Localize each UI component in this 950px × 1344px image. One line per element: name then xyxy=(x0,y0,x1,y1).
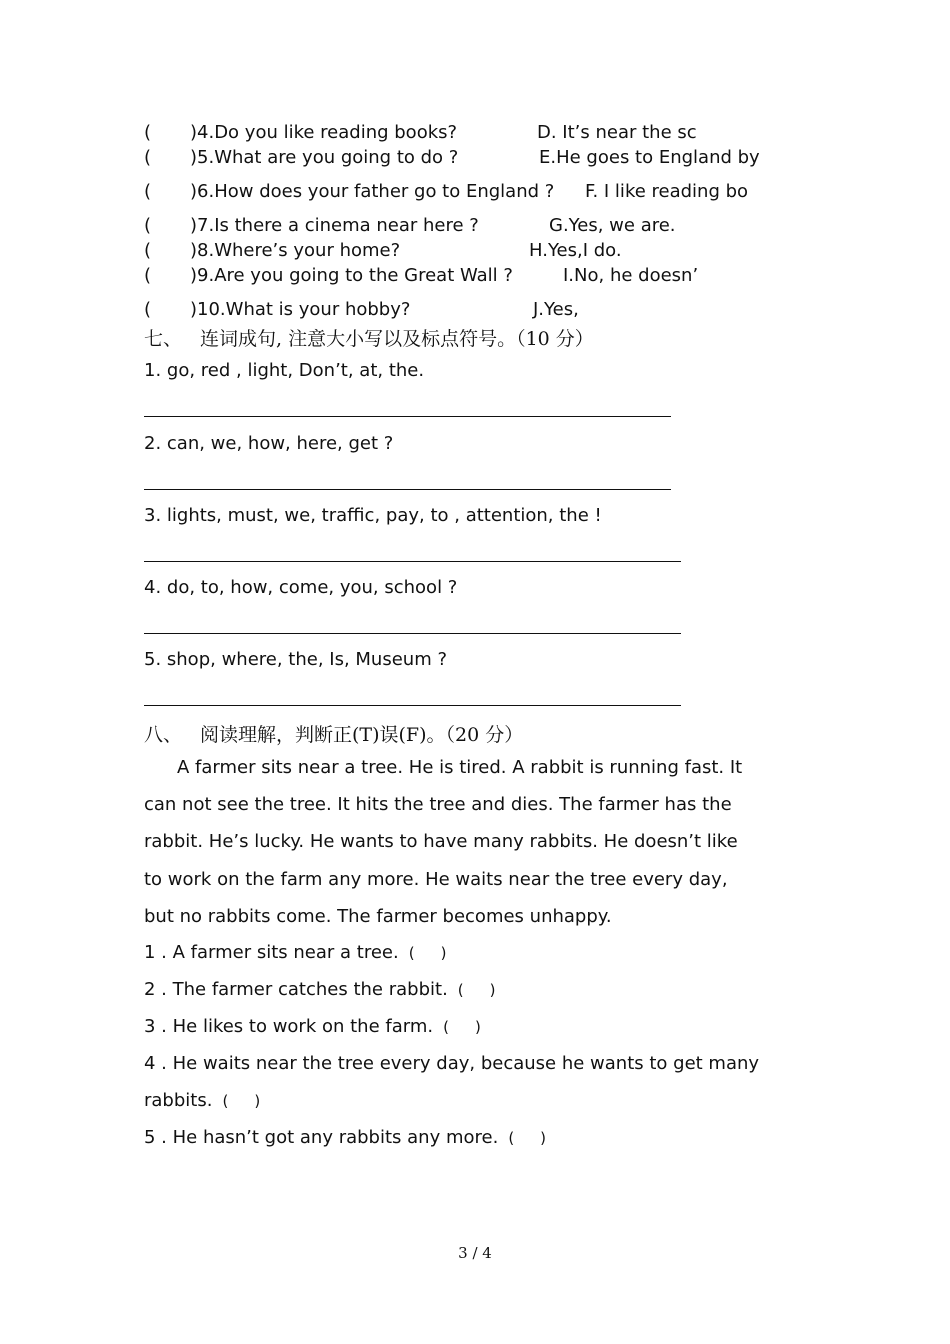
matching-answer: D. It’s near the sc xyxy=(537,122,697,143)
answer-line[interactable] xyxy=(144,416,671,417)
sentence-item: 3. lights, must, we, traffic, pay, to , attention, the ! xyxy=(144,505,602,526)
page-number: 3 / 4 xyxy=(458,1244,492,1262)
matching-question: )10.What is your hobby? xyxy=(190,299,411,320)
question-text: 5 . He hasn’t got any rabbits any more. xyxy=(144,1127,499,1148)
tf-question xyxy=(144,979,496,1000)
matching-answer: F. I like reading bo xyxy=(585,181,749,202)
matching-answer: I.No, he doesn’ xyxy=(563,265,699,286)
answer-paren[interactable]: ( xyxy=(144,265,152,286)
matching-question: )6.How does your father go to England ? xyxy=(190,181,555,202)
passage-line: rabbit. He’s lucky. He wants to have many rabbits. He doesn’t like xyxy=(144,831,738,852)
question-text: 4 . He waits near the tree every day, because he wants to get many xyxy=(144,1053,760,1074)
section-7-heading xyxy=(144,324,594,351)
passage-line: can not see the tree. It hits the tree and dies. The farmer has the xyxy=(144,794,732,815)
matching-answer: H.Yes,I do. xyxy=(529,240,622,261)
matching-answer: E.He goes to England by xyxy=(539,147,760,168)
question-text: 2 . The farmer catches the rabbit. xyxy=(144,979,448,1000)
question-text: 3 . He likes to work on the farm. xyxy=(144,1016,434,1037)
answer-paren[interactable]: ( xyxy=(144,122,152,143)
tf-question xyxy=(144,1016,481,1037)
section-number: 八、 xyxy=(144,724,183,746)
sentence-item: 5. shop, where, the, Is, Museum ? xyxy=(144,649,448,670)
answer-bracket[interactable]: ( ) xyxy=(508,1129,547,1147)
matching-question: )4.Do you like reading books? xyxy=(190,122,458,143)
answer-paren[interactable]: ( xyxy=(144,181,152,202)
answer-line[interactable] xyxy=(144,561,681,562)
answer-paren[interactable]: ( xyxy=(144,215,152,236)
matching-question: )9.Are you going to the Great Wall ? xyxy=(190,265,513,286)
answer-paren[interactable]: ( xyxy=(144,240,152,261)
answer-line[interactable] xyxy=(144,489,671,490)
section-title: 连词成句, 注意大小写以及标点符号。（10 分） xyxy=(200,328,594,350)
sentence-item: 2. can, we, how, here, get ? xyxy=(144,433,394,454)
matching-answer: G.Yes, we are. xyxy=(549,215,676,236)
answer-paren[interactable]: ( xyxy=(144,299,152,320)
section-8-heading xyxy=(144,720,523,747)
section-number: 七、 xyxy=(144,328,183,350)
answer-bracket[interactable]: ( ) xyxy=(457,981,496,999)
tf-question xyxy=(144,1053,759,1074)
question-text: rabbits. xyxy=(144,1090,213,1111)
answer-paren[interactable]: ( xyxy=(144,147,152,168)
passage-line: to work on the farm any more. He waits near the tree every day, xyxy=(144,869,728,890)
tf-question xyxy=(144,1127,546,1148)
question-text: 1 . A farmer sits near a tree. xyxy=(144,942,399,963)
answer-bracket[interactable]: ( ) xyxy=(443,1018,481,1036)
sentence-item: 4. do, to, how, come, you, school ? xyxy=(144,577,458,598)
tf-question xyxy=(144,942,446,963)
passage-line: but no rabbits come. The farmer becomes unhappy. xyxy=(144,906,612,927)
matching-answer: J.Yes, xyxy=(533,299,579,320)
answer-bracket[interactable]: ( ) xyxy=(408,944,447,962)
answer-line[interactable] xyxy=(144,705,681,706)
section-title: 阅读理解，判断正(T)误(F)。（20 分） xyxy=(200,724,524,746)
answer-bracket[interactable]: ( ) xyxy=(222,1092,261,1110)
matching-question: )5.What are you going to do ? xyxy=(190,147,459,168)
matching-question: )8.Where’s your home? xyxy=(190,240,401,261)
sentence-item: 1. go, red , light, Don’t, at, the. xyxy=(144,360,425,381)
matching-question: )7.Is there a cinema near here ? xyxy=(190,215,479,236)
tf-question-continued xyxy=(144,1090,260,1111)
answer-line[interactable] xyxy=(144,633,681,634)
passage-line: A farmer sits near a tree. He is tired. A rabbit is running fast. It xyxy=(177,757,743,778)
